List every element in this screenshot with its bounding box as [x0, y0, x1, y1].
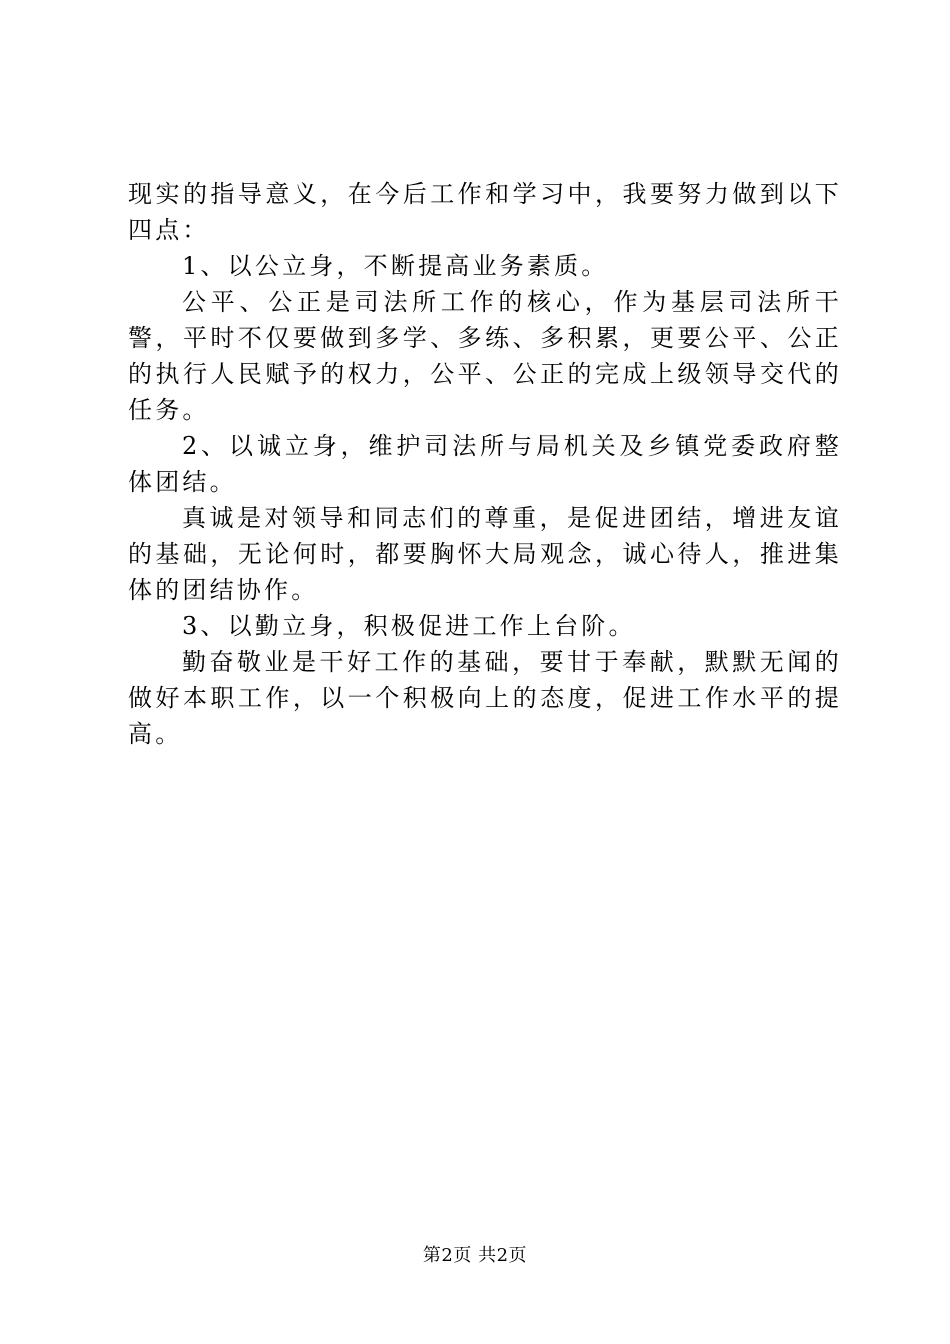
document-body [128, 176, 842, 752]
paragraph-intro: 现实的指导意义，在今后工作和学习中，我要努力做到以下四点： [128, 180, 842, 244]
page-footer [0, 1244, 950, 1268]
heading-point-2: 2、以诚立身，维护司法所与局机关及乡镇党委政府整体团结。 [128, 432, 842, 496]
paragraph-point-1: 公平、公正是司法所工作的核心，作为基层司法所干警，平时不仅要做到多学、多练、多积累，更要公平、公正的执行人民赋予的权力，公平、公正的完成上级领导交代的任务。 [128, 288, 842, 424]
page-number-label: 第2页 共2页 [422, 1245, 528, 1266]
paragraph-point-3: 勤奋敬业是干好工作的基础，要甘于奉献，默默无闻的做好本职工作，以一个积极向上的态度，促进工作水平的提高。 [128, 648, 842, 748]
paragraph-point-2: 真诚是对领导和同志们的尊重，是促进团结，增进友谊的基础，无论何时，都要胸怀大局观念，诚心待人，推进集体的团结协作。 [128, 504, 842, 604]
heading-point-3: 3、以勤立身，积极促进工作上台阶。 [182, 612, 636, 640]
heading-point-1: 1、以公立身，不断提高业务素质。 [182, 252, 609, 280]
